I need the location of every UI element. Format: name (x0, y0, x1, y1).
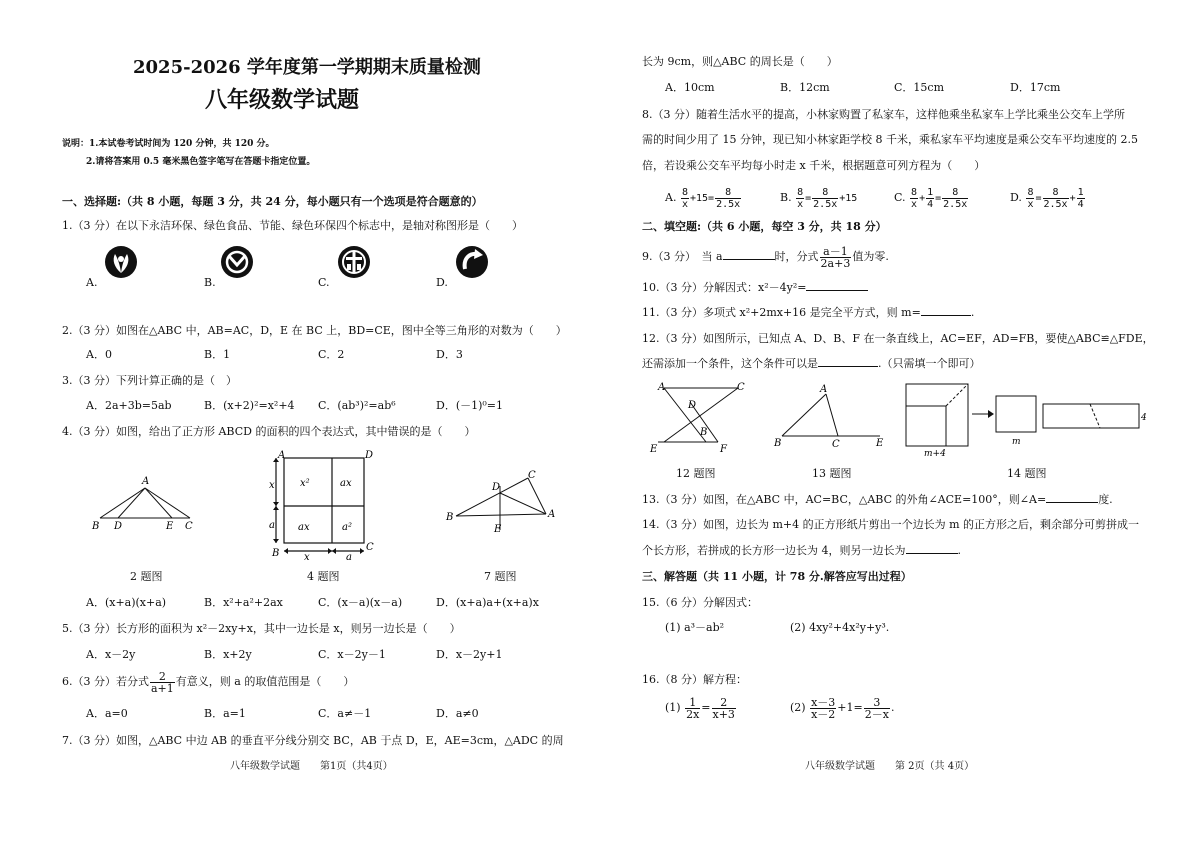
fig12-label-c: C (737, 382, 745, 393)
fig4-label-x-bottom: x (304, 552, 310, 560)
instructions-line-2: 2.请将答案用 0.5 毫米黑色签字笔写在答题卡指定位置。 (86, 157, 316, 167)
fig4-label-b: B (272, 548, 280, 559)
q16-part-2-label: (2) (790, 701, 806, 714)
exam-page-2 (600, 0, 1200, 849)
question-3: 3.（3 分）下列计算正确的是（ ） (62, 374, 237, 387)
question-5: 5.（3 分）长方形的面积为 x²－2xy+x，其中一边长是 x，则另一边长是（ ） (62, 622, 461, 635)
q6-denominator: a+1 (151, 681, 174, 695)
q8-option-d: D. $\frac{8}{x}$ = $\frac{8}{2.5x}$ + $\frac{1}{4}$ (1010, 186, 1084, 210)
q4-option-d: D．(x+a)a+(x+a)x (436, 596, 539, 609)
q9-text-mid: 时，分式 (774, 250, 819, 263)
fig14-label-m: m (1012, 437, 1021, 447)
q8-option-a-letter: A. (665, 191, 677, 204)
fig13-label-a: A (820, 384, 828, 395)
exam-subtitle: 八年级数学试题 (205, 87, 360, 113)
fig7-label-e: E (494, 524, 502, 535)
q16-part-1: (1) $\frac{1}{2x}$ = $\frac{2}{x+3}$ (665, 695, 735, 721)
fig12-label-f: F (720, 444, 727, 455)
q13-answer-blank[interactable] (1046, 502, 1098, 503)
q15-part-1: (1) a³－ab² (665, 621, 725, 634)
figure-q7-triangle (440, 468, 560, 540)
question-4: 4.（3 分）如图，给出了正方形 ABCD 的面积的四个表达式，其中错误的是（ ） (62, 425, 476, 438)
q2-option-c: C．2 (318, 348, 345, 361)
fig13-label-e: E (876, 438, 884, 449)
q16-part-1-label: (1) (665, 701, 681, 714)
question-15: 15.（6 分）分解因式： (642, 596, 758, 609)
q4-option-b: B．x²+a²+2ax (204, 596, 283, 609)
q8-option-d-letter: D. (1010, 191, 1022, 204)
question-12-line-2 (642, 357, 981, 371)
q8-option-b-letter: B. (780, 191, 792, 204)
q7-option-b: B．12cm (780, 81, 830, 94)
q10-text: 10.（3 分）分解因式：x²－4y²= (642, 281, 807, 294)
recycle-arrow-logo-icon (455, 245, 489, 279)
q1-option-c: C. (318, 276, 330, 289)
caption-fig-14: 14 题图 (1007, 467, 1047, 480)
q11-text: 11.（3 分）多项式 x²+2mx+16 是完全平方式，则 m= (642, 306, 921, 319)
q8-option-c: C. $\frac{8}{x}$ + $\frac{1}{4}$ = $\frac{8}{2.5x}$ (894, 186, 968, 210)
figure-q13-triangle (770, 380, 888, 458)
question-14-line-2: 个长方形，若拼成的长方形一边长为 4，则另一边长为 . (642, 544, 961, 557)
q14-text: 个长方形，若拼成的长方形一边长为 4，则另一边长为 (642, 544, 906, 557)
q5-option-a: A．x－2y (86, 648, 136, 661)
fig4-area-a2: a² (342, 522, 352, 533)
fig13-label-c: C (832, 439, 840, 450)
caption-fig-4: 4 题图 (307, 570, 340, 583)
question-8-line-3: 倍，若设乘公交车平均每小时走 x 千米，根据题意可列方程为（ ） (642, 159, 986, 172)
fig14-label-m-plus-4: m+4 (924, 449, 946, 458)
fig7-label-b: B (446, 512, 454, 523)
fig4-label-d: D (365, 450, 374, 461)
q8-option-a: A. $\frac{8}{x}$ +15= $\frac{8}{2.5x}$ (665, 186, 741, 210)
instructions-line-1: 说明：1.本试卷考试时间为 120 分钟，共 120 分。 (62, 139, 275, 149)
fig12-label-b: B (700, 427, 708, 438)
q15-part-2: (2) 4xy²+4x²y+y³. (790, 621, 890, 634)
question-7-continued: 长为 9cm，则△ABC 的周长是（ ） (642, 55, 838, 68)
q6-option-d: D．a≠0 (436, 707, 479, 720)
q6-fraction (150, 671, 175, 694)
q3-option-b: B．(x+2)²=x²+4 (204, 399, 295, 412)
page-2-footer: 八年级数学试题 第 2页（共 4页） (805, 761, 975, 772)
q1-option-d: D. (436, 276, 448, 289)
q2-option-b: B．1 (204, 348, 231, 361)
fig13-label-b: B (774, 438, 782, 449)
section-3-heading: 三、解答题（共 11 小题，计 78 分.解答应写出过程） (642, 570, 912, 583)
fig7-label-c: C (528, 470, 536, 481)
question-2: 2.（3 分）如图在△ABC 中，AB=AC，D，E 在 BC 上，BD=CE，图中全等三角形的对数为（ ） (62, 324, 567, 337)
q16-part-2: (2) $\frac{x-3}{x-2}$ +1= $\frac{3}{2-x}$ . (790, 695, 895, 721)
q8-option-c-letter: C. (894, 191, 906, 204)
fig4-label-a: A (278, 450, 286, 461)
q6-text-pre: 6.（3 分）若分式 (62, 675, 149, 688)
q2-option-d: D．3 (436, 348, 463, 361)
q5-option-d: D．x－2y+1 (436, 648, 503, 661)
caption-fig-7: 7 题图 (484, 570, 517, 583)
q10-answer-blank[interactable] (806, 290, 868, 291)
q6-option-c: C．a≠－1 (318, 707, 372, 720)
question-8-line-1: 8.（3 分）随着生活水平的提高，小林家购置了私家车，这样他乘坐私家车上学比乘坐公交车上学所 (642, 108, 1125, 121)
figure-q12-triangles (648, 380, 748, 458)
question-9 (642, 244, 889, 270)
q13-unit: 度. (1098, 493, 1113, 506)
q9-denominator: 2a+3 (820, 256, 851, 270)
fig2-label-e: E (166, 521, 174, 532)
question-13 (642, 493, 1113, 507)
caption-fig-12: 12 题图 (676, 467, 716, 480)
q1-option-b: B. (204, 276, 216, 289)
q7-option-a: A．10cm (665, 81, 715, 94)
fig12-label-e: E (650, 444, 658, 455)
q13-text: 13.（3 分）如图，在△ABC 中，AC=BC，△ABC 的外角∠ACE=100°，则∠A= (642, 493, 1047, 506)
eco-leaf-logo-icon (104, 245, 138, 279)
q4-option-c: C．(x－a)(x－a) (318, 596, 403, 609)
figure-q4-square (268, 448, 380, 560)
fig12-label-a: A (658, 382, 666, 393)
fig4-label-a-side: a (269, 520, 275, 531)
q9-text-post: 值为零. (852, 250, 889, 263)
q12-text: 还需添加一个条件，这个条件可以是 (642, 357, 818, 370)
q1-option-a: A. (86, 276, 98, 289)
question-6 (62, 670, 354, 694)
q14-answer-blank[interactable] (906, 553, 958, 554)
q3-option-c: C．(ab³)²=ab⁶ (318, 399, 396, 412)
q2-option-a: A．0 (86, 348, 112, 361)
caption-fig-13: 13 题图 (812, 467, 852, 480)
fig14-label-4: 4 (1141, 413, 1147, 423)
q7-option-c: C．15cm (894, 81, 945, 94)
q12-answer-blank[interactable] (818, 366, 878, 367)
q5-option-b: B．x+2y (204, 648, 252, 661)
q3-option-a: A．2a+3b=5ab (86, 399, 172, 412)
q3-option-d: D．(－1)⁰=1 (436, 399, 504, 412)
fig2-label-a: A (142, 476, 150, 487)
q9-numerator: a－1 (820, 246, 852, 258)
page-1-footer: 八年级数学试题 第1页（共4页） (230, 761, 393, 772)
fig7-label-a: A (548, 509, 556, 520)
q8-option-b: B. $\frac{8}{x}$ = $\frac{8}{2.5x}$ +15 (780, 186, 858, 210)
q4-option-a: A．(x+a)(x+a) (86, 596, 167, 609)
q11-answer-blank[interactable] (921, 315, 971, 316)
fig4-area-x2: x² (300, 478, 310, 489)
question-16: 16.（8 分）解方程： (642, 673, 747, 686)
fig2-label-b: B (92, 521, 100, 532)
question-7: 7.（3 分）如图，△ABC 中边 AB 的垂直平分线分别交 BC，AB 于点 D，E，AE=3cm，△ADC 的周 (62, 734, 564, 747)
fig12-label-d: D (688, 400, 697, 411)
fig2-label-d: D (114, 521, 123, 532)
fig7-label-d: D (492, 482, 501, 493)
q9-answer-blank[interactable] (723, 259, 775, 260)
question-12-line-1: 12.（3 分）如图所示，已知点 A、D、B、F 在一条直线上，AC=EF，AD=FB，要使△ABC≌△FDE， (642, 332, 1154, 345)
fig4-label-c: C (366, 542, 374, 553)
q6-option-a: A．a=0 (86, 707, 128, 720)
q9-text-pre: 9.（3 分） 当 a (642, 250, 723, 263)
q7-option-d: D．17cm (1010, 81, 1061, 94)
green-food-logo-icon (220, 245, 254, 279)
q5-option-c: C．x－2y－1 (318, 648, 386, 661)
question-10 (642, 281, 868, 295)
question-1: 1.（3 分）在以下永洁环保、绿色食品、节能、绿色环保四个标志中，是轴对称图形是（ ） (62, 219, 523, 232)
energy-saving-logo-icon (337, 245, 371, 279)
q6-option-b: B．a=1 (204, 707, 246, 720)
section-2-heading: 二、填空题:（共 6 小题，每空 3 分，共 18 分） (642, 220, 887, 233)
question-14-line-1: 14.（3 分）如图，边长为 m+4 的正方形纸片剪出一个边长为 m 的正方形之后，剩余部分可剪拼成一 (642, 518, 1140, 531)
q6-numerator: 2 (150, 671, 175, 683)
caption-fig-2: 2 题图 (130, 570, 163, 583)
figure-q2-triangle (88, 468, 198, 540)
section-1-heading: 一、选择题:（共 8 小题，每题 3 分，共 24 分，每小题只有一个选项是符合题意的） (62, 195, 483, 208)
question-11: 11.（3 分）多项式 x²+2mx+16 是完全平方式，则 m= . (642, 306, 975, 319)
figure-q14-squares (900, 380, 1160, 458)
fig4-label-x-side: x (269, 480, 275, 491)
fig2-label-c: C (185, 521, 193, 532)
fig4-label-a-bottom: a (346, 552, 352, 560)
question-8-line-2: 需的时间少用了 15 分钟，现已知小林家距学校 8 千米，乘私家车平均速度是乘公交车平均速度的 2.5 (642, 133, 1138, 146)
q12-text-post: .（只需填一个即可） (878, 357, 981, 370)
fig4-area-ax-top: ax (340, 478, 352, 489)
q6-text-post: 有意义，则 a 的取值范围是（ ） (175, 675, 355, 688)
fig4-area-ax-bottom: ax (298, 522, 310, 533)
exam-title: 2025-2026 学年度第一学期期末质量检测 (133, 57, 481, 78)
